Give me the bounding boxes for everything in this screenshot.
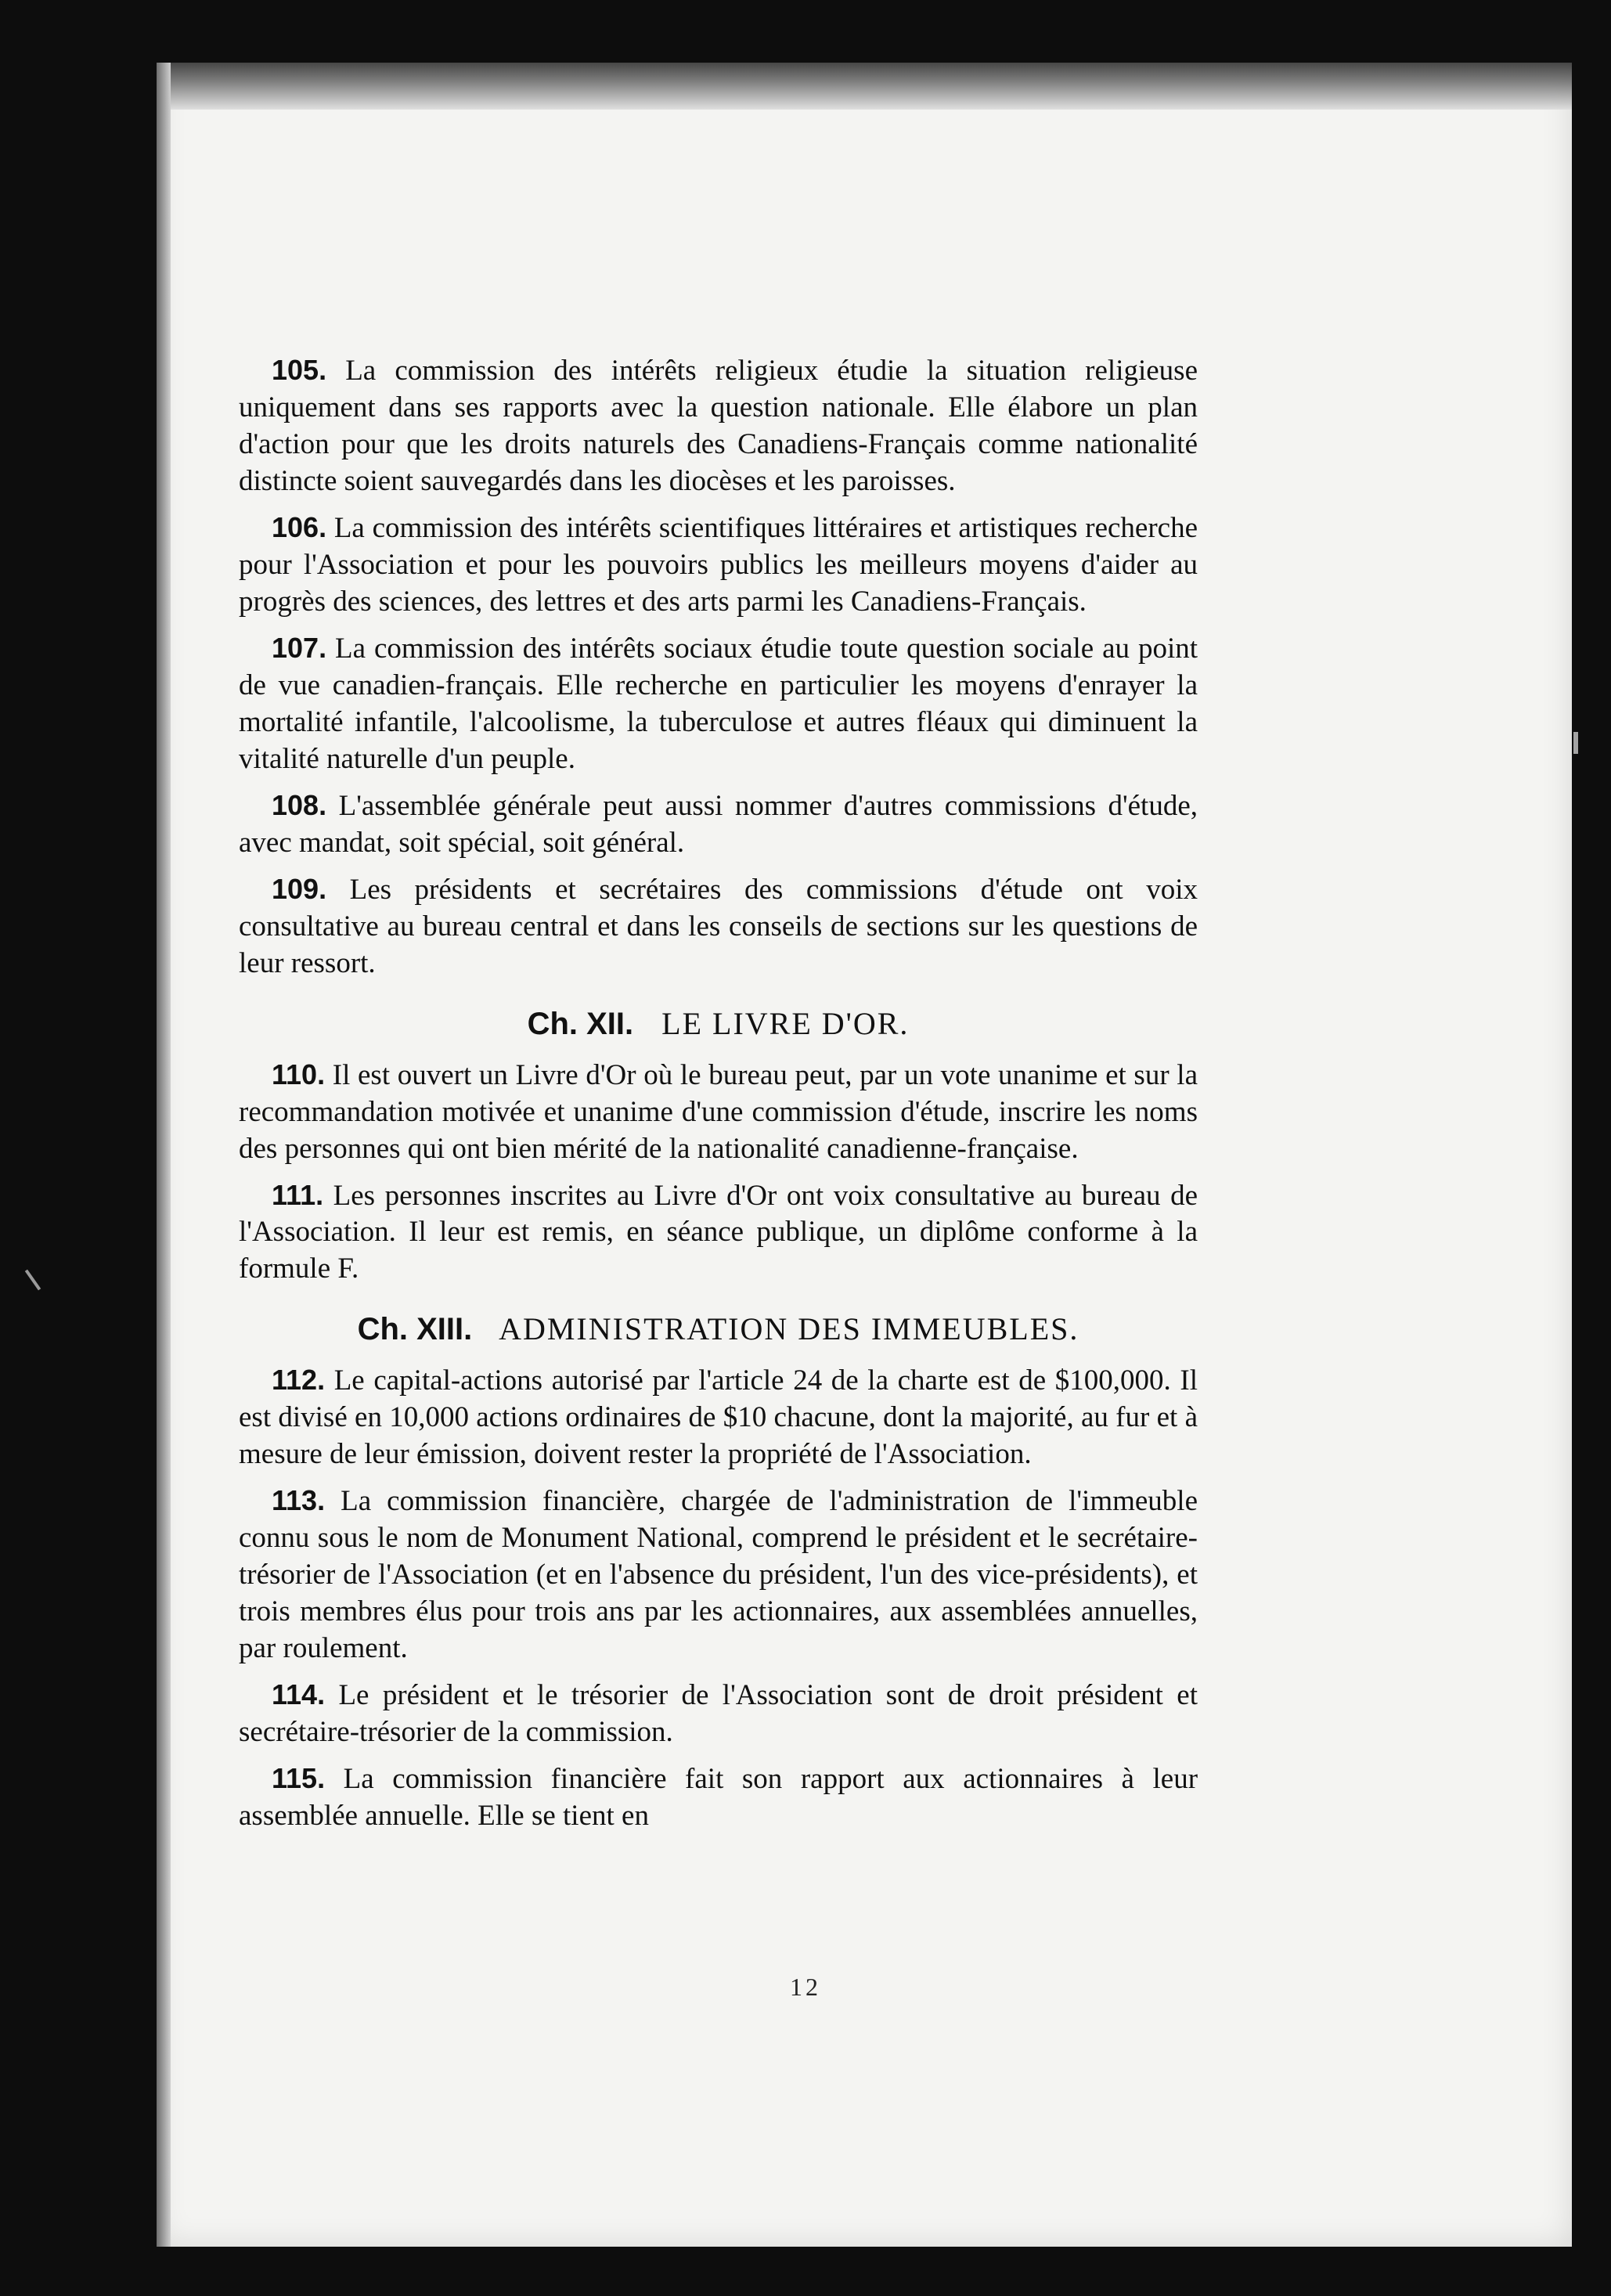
page-top-shadow	[157, 63, 1572, 110]
article-text: La commission financière, chargée de l'administration de l'immeuble connu sous le nom de Monument National, comprend le président et le secrétaire-trésorier de l'Association (et en l'absence du président, l'un des vice-présidents), et trois membres élus pour trois ans par les actionnaires, aux assemblées annuelles, par roulement.	[239, 1485, 1198, 1665]
article-number: 110.	[272, 1058, 326, 1090]
article-113	[239, 1483, 1198, 1667]
article-number: 112.	[272, 1364, 326, 1397]
article-number: 107.	[272, 631, 327, 664]
chapter-title: LE LIVRE D'OR.	[661, 1005, 910, 1041]
article-text: Il est ouvert un Livre d'Or où le bureau peut, par un vote unanime et sur la recommandation motivée et unanime d'une commission d'étude, inscrire les noms des personnes qui ont bien mérité de la nationalité canadienne-française.	[239, 1058, 1198, 1165]
chapter-label: Ch. XII.	[527, 1006, 634, 1041]
chapter-title: ADMINISTRATION DES IMMEUBLES.	[499, 1311, 1079, 1347]
page-left-shadow	[157, 63, 171, 2247]
article-number: 106.	[272, 510, 327, 543]
page-number: 12	[790, 1973, 821, 2001]
article-text: La commission des intérêts sociaux étudie toute question sociale au point de vue canadien-français. Elle recherche en particulier les moyens d'enrayer la mortalité infantile, l'alcoolisme, la tuberculose et autres fléaux qui diminuent la vitalité naturelle d'un peuple.	[239, 632, 1198, 775]
article-text: Le capital-actions autorisé par l'article 24 de la charte est de $100,000. Il est divisé en 10,000 actions ordinaires de $10 chacune, dont la majorité, au fur et à mesure de leur émission, doivent rester la propriété de l'Association.	[239, 1364, 1198, 1471]
article-number: 111.	[272, 1178, 324, 1211]
article-107	[239, 630, 1198, 778]
article-106	[239, 510, 1198, 621]
article-text: La commission des intérêts scientifiques littéraires et artistiques recherche pour l'Association et pour les pouvoirs publics les meilleurs moyens d'aider au progrès des sciences, des lettres et des arts parmi les Canadiens-Français.	[239, 511, 1198, 618]
article-number: 105.	[272, 354, 327, 386]
page-text	[239, 352, 1198, 1844]
article-114	[239, 1677, 1198, 1751]
article-number: 109.	[272, 872, 327, 905]
article-text: La commission financière fait son rapport aux actionnaires à leur assemblée annuelle. Elle se tient en	[239, 1763, 1198, 1833]
margin-mark	[1573, 732, 1578, 754]
article-112	[239, 1362, 1198, 1473]
article-text: L'assemblée générale peut aussi nommer d'autres commissions d'étude, avec mandat, soit spécial, soit général.	[239, 789, 1198, 859]
article-text: La commission des intérêts religieux étudie la situation religieuse uniquement dans ses rapports avec la question nationale. Elle élabore un plan d'action pour que les droits naturels des Canadiens-Français comme nationalité distincte soient sauvegardés dans les diocèses et les paroisses.	[239, 355, 1198, 497]
article-109	[239, 871, 1198, 982]
article-number: 113.	[272, 1484, 326, 1517]
chapter-label: Ch. XIII.	[357, 1312, 473, 1347]
article-text: Les personnes inscrites au Livre d'Or ont voix consultative au bureau de l'Association. Il leur est remis, en séance publique, un diplôme conforme à la formule F.	[239, 1179, 1198, 1285]
article-110	[239, 1057, 1198, 1168]
article-115	[239, 1761, 1198, 1835]
chapter-heading	[239, 1004, 1198, 1044]
chapter-heading	[239, 1310, 1198, 1350]
article-108	[239, 788, 1198, 862]
article-105	[239, 352, 1198, 500]
article-111	[239, 1177, 1198, 1289]
article-number: 114.	[272, 1678, 326, 1711]
article-number: 108.	[272, 788, 327, 821]
article-text: Les présidents et secrétaires des commissions d'étude ont voix consultative au bureau central et dans les conseils de sections sur les questions de leur ressort.	[239, 873, 1198, 979]
article-number: 115.	[272, 1762, 326, 1795]
article-text: Le président et le trésorier de l'Association sont de droit président et secrétaire-trésorier de la commission.	[239, 1679, 1198, 1749]
